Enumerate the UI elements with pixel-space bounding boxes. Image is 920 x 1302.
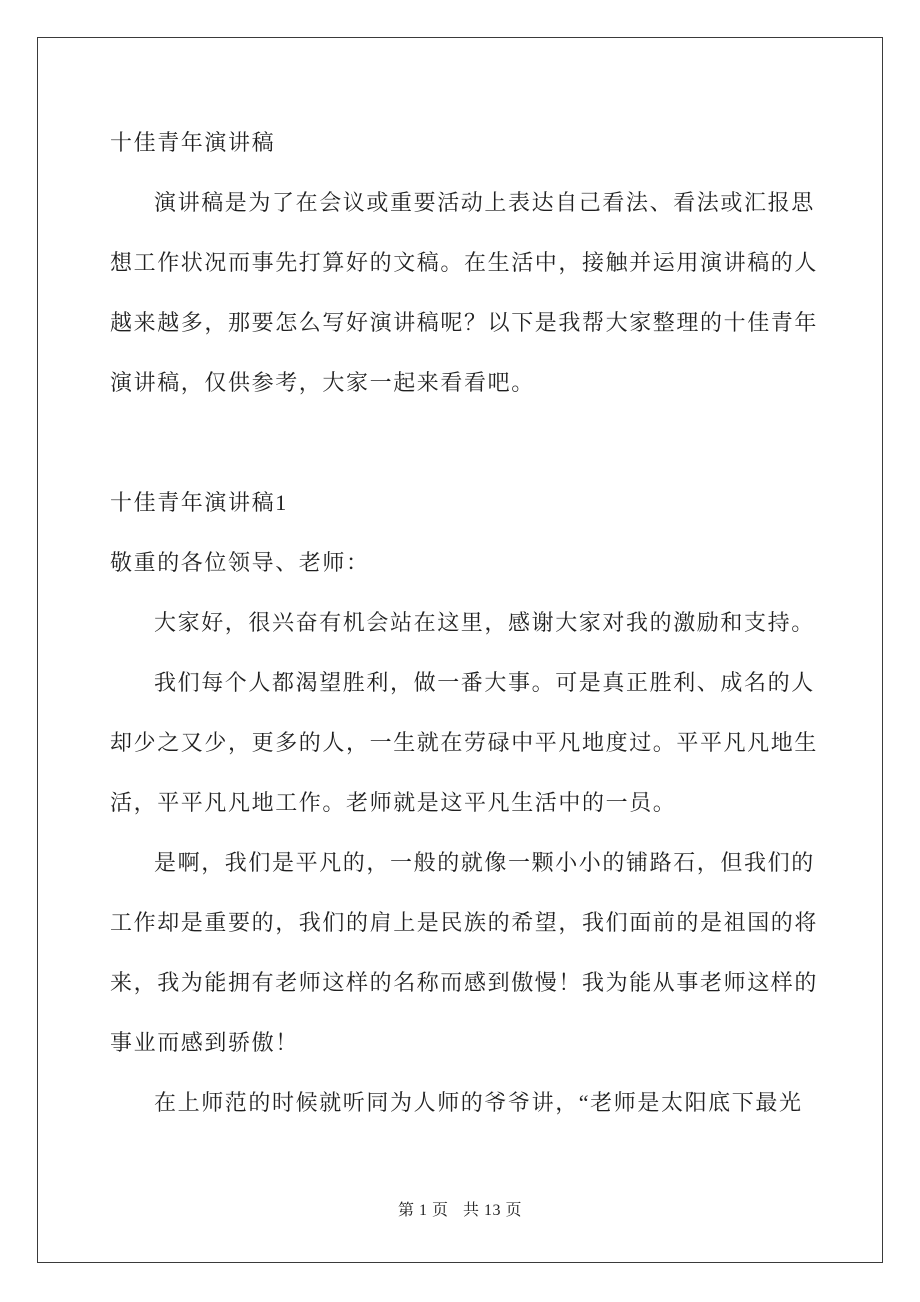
document-line: 事业而感到骄傲！ [110,1030,299,1055]
document-line: 演讲稿是为了在会议或重要活动上表达自己看法、看法或汇报思 [154,190,815,215]
document-line: 十佳青年演讲稿1 [110,490,288,515]
document-line: 来，我为能拥有老师这样的名称而感到傲慢！我为能从事老师这样的 [110,970,819,995]
page-number: 第 1 页 [397,1202,449,1219]
document-line: 是啊，我们是平凡的，一般的就像一颗小小的铺路石，但我们的 [154,850,815,875]
document-line: 十佳青年演讲稿 [110,130,276,155]
page-total: 共 13 页 [463,1202,523,1219]
document-line: 敬重的各位领导、老师： [110,550,370,575]
document-line: 想工作状况而事先打算好的文稿。在生活中，接触并运用演讲稿的人 [110,250,819,275]
document-line: 大家好，很兴奋有机会站在这里，感谢大家对我的激励和支持。 [154,610,815,635]
document-line: 越来越多，那要怎么写好演讲稿呢？以下是我帮大家整理的十佳青年 [110,310,819,335]
document-line: 工作却是重要的，我们的肩上是民族的希望，我们面前的是祖国的将 [110,910,819,935]
page-footer [37,1200,883,1222]
document-line: 我们每个人都渴望胜利，做一番大事。可是真正胜利、成名的人 [154,670,815,695]
document-line: 活，平平凡凡地工作。老师就是这平凡生活中的一员。 [110,790,677,815]
document-body [110,113,825,1133]
document-line: 在上师范的时候就听同为人师的爷爷讲，“老师是太阳底下最光 [154,1090,803,1115]
document-line: 却少之又少，更多的人，一生就在劳碌中平凡地度过。平平凡凡地生 [110,730,819,755]
blank-line [110,413,825,473]
document-line: 演讲稿，仅供参考，大家一起来看看吧。 [110,370,535,395]
